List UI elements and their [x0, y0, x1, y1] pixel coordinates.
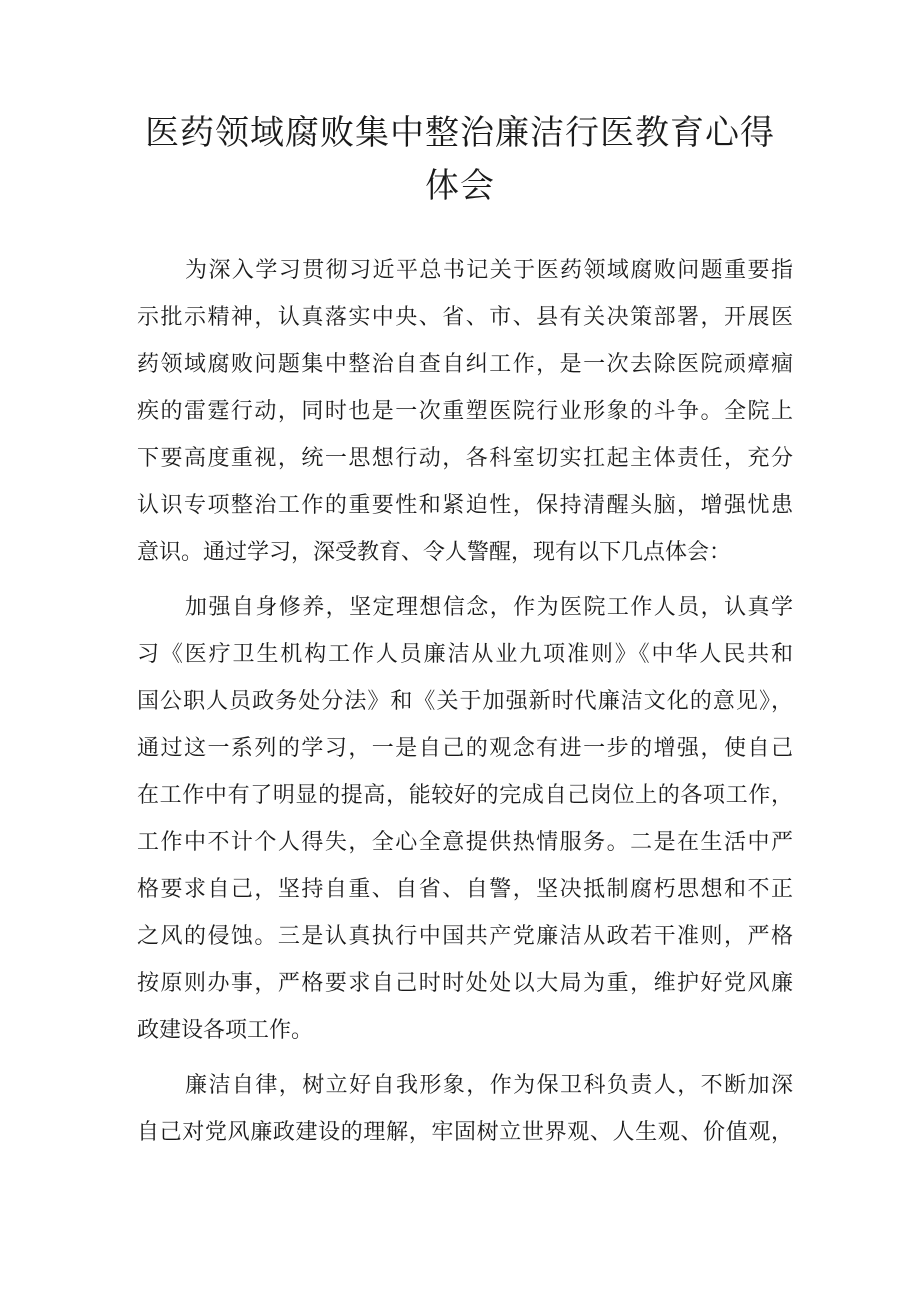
paragraph-1-line-6: 认识专项整治工作的重要性和紧迫性，保持清醒头脑，增强忧患 — [137, 493, 793, 518]
paragraph-2-line-8: 之风的侵蚀。三是认真执行中国共产党廉洁从政若干准则，严格 — [137, 924, 793, 949]
paragraph-1-line-5: 下要高度重视，统一思想行动，各科室切实扛起主体责任，充分 — [137, 446, 793, 471]
paragraph-1-line-3: 药领域腐败问题集中整治自查自纠工作，是一次去除医院顽瘴痼 — [137, 352, 793, 377]
paragraph-1-line-4: 疾的雷霆行动，同时也是一次重塑医院行业形象的斗争。全院上 — [137, 399, 793, 424]
paragraph-3-line-1: 廉洁自律，树立好自我形象，作为保卫科负责人，不断加深 — [185, 1073, 793, 1098]
paragraph-2-line-10: 政建设各项工作。 — [137, 1018, 314, 1043]
paragraph-1-line-7: 意识。通过学习，深受教育、令人警醒，现有以下几点体会： — [137, 540, 732, 565]
paragraph-1-line-2: 示批示精神，认真落实中央、省、市、县有关决策部署，开展医 — [137, 305, 793, 330]
paragraph-2-line-5: 在工作中有了明显的提高，能较好的完成自己岗位上的各项工作， — [137, 783, 793, 808]
paragraph-3-line-2: 自己对党风廉政建设的理解，牢固树立世界观、人生观、价值观， — [137, 1120, 793, 1145]
document-title-line-2: 体会 — [425, 166, 495, 206]
paragraph-1-line-1: 为深入学习贯彻习近平总书记关于医药领域腐败问题重要指 — [185, 258, 793, 283]
paragraph-2-line-9: 按原则办事，严格要求自己时时处处以大局为重，维护好党风廉 — [137, 971, 793, 996]
paragraph-2-line-1: 加强自身修养，坚定理想信念，作为医院工作人员，认真学 — [185, 595, 793, 620]
paragraph-2-line-6: 工作中不计个人得失，全心全意提供热情服务。二是在生活中严 — [137, 830, 793, 855]
paragraph-2-line-2: 习《医疗卫生机构工作人员廉洁从业九项准则》《中华人民共和 — [137, 642, 793, 667]
paragraph-2-line-4: 通过这一系列的学习，一是自己的观念有进一步的增强，使自己 — [137, 736, 793, 761]
paragraph-2-line-7: 格要求自己，坚持自重、自省、自警，坚决抵制腐朽思想和不正 — [137, 877, 793, 902]
document-title-line-1: 医药领域腐败集中整治廉洁行医教育心得 — [145, 113, 775, 153]
paragraph-2-line-3: 国公职人员政务处分法》和《关于加强新时代廉洁文化的意见》， — [137, 689, 793, 714]
